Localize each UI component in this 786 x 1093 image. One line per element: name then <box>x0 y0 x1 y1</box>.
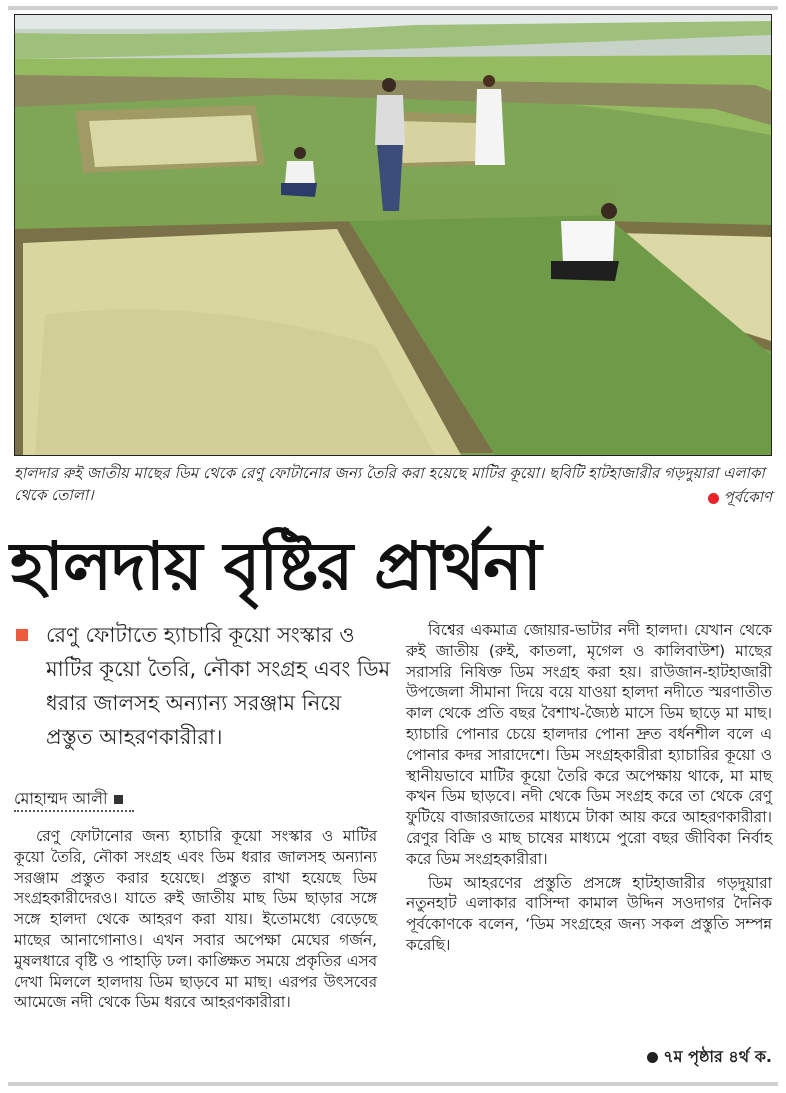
paragraph: রেণু ফোটানোর জন্য হ্যাচারি কূয়ো সংস্কার ও মাটির কূয়ো তৈরি, নৌকা সংগ্রহ এবং ডিম ধরার জালসহ অন্যান্য সরঞ্জাম প্রস্তুত করার হয়েছে। প্রস্তুত রাখা হয়েছে ডিম সংগ্রহকারীদেরও। যাতে রুই জাতীয় মাছ ডিম ছাড়ার সঙ্গে সঙ্গে হালদা থেকে আহরণ করা যায়। ইতোমধ্যে বেড়েছে মাছের আনাগোনাও। এখন সবার অপেক্ষা মেঘের গর্জন, মুষলধারে বৃষ্টি ও পাহাড়ি ঢল। কাঙ্ক্ষিত সময়ে প্রকৃতির এসব দেখা মিললে হালদায় ডিম ছাড়বে মা মাছ। এরপর উৎসবের আমেজে নদী থেকে ডিম ধরবে আহরণকারীরা। <box>14 827 377 1012</box>
credit-dot-icon <box>708 493 719 504</box>
byline <box>14 786 123 813</box>
headline: হালদায় বৃষ্টির প্রার্থনা <box>10 527 541 605</box>
paragraph: ডিম আহরণের প্রস্তুতি প্রসঙ্গে হাটহাজারীর গড়দুয়ারা নতুনহাট এলাকার বাসিন্দা কামাল উদ্দিন সওদাগর দৈনিক পূর্বকোণকে বলেন, ‘ডিম সংগ্রহের জন্য সকল প্রস্তুতি সম্পন্ন করেছি। <box>406 873 772 954</box>
photo-caption <box>14 462 772 506</box>
bottom-rule <box>8 1082 778 1086</box>
deck-text: রেণু ফোটাতে হ্যাচারি কূয়ো সংস্কার ও মাটির কূয়ো তৈরি, নৌকা সংগ্রহ এবং ডিম ধরার জালসহ অন্যান্য সরঞ্জাম নিয়ে প্রস্তুত আহরণকারীরা। <box>46 623 391 749</box>
photo-credit <box>708 486 772 511</box>
caption-text: হালদার রুই জাতীয় মাছের ডিম থেকে রেণু ফোটানোর জন্য তৈরি করা হয়েছে মাটির কূয়ো। ছবিটি হাটহাজারীর গড়দুয়ারা এলাকা থেকে তোলা। <box>14 464 765 504</box>
continuation-note <box>647 1044 772 1071</box>
article-column-2 <box>406 620 772 956</box>
top-rule <box>8 6 778 10</box>
paragraph: বিশ্বের একমাত্র জোয়ার-ভাটার নদী হালদা। যেখান থেকে রুই জাতীয় (রুই, কাতলা, মৃগেল ও কালিবাউশ) মাছের সরাসরি নিষিক্ত ডিম সংগ্রহ করা হয়। রাউজান-হাটহাজারী উপজেলা সীমানা দিয়ে বয়ে যাওয়া হালদা নদীতে স্মরণাতীত কাল থেকে প্রতি বছর বৈশাখ-জ্যৈষ্ঠ মাসে ডিম ছাড়ে মা মাছ। হ্যাচারি পোনার চেয়ে হালদার পোনা দ্রুত বর্ধনশীল বলে এ পোনার কদর সারাদেশে। ডিম সংগ্রহকারীরা হ্যাচারির কূয়ো ও স্থানীয়ভাবে মাটির কূয়ো তৈরি করে অপেক্ষায় থাকে, মা মাছ কখন ডিম ছাড়বে। নদী থেকে ডিম সংগ্রহ করে তা থেকে রেণু ফুটিয়ে বাজারজাতের মাধ্যমে টাকা আয় করে আহরণকারীরা। রেণুর বিক্রি ও মাছ চাষের মাধ্যমে পুরো বছর জীবিকা নির্বাহ করে ডিম সংগ্রহকারীরা। <box>406 621 772 868</box>
byline-name: মোহাম্মদ আলী <box>14 789 108 808</box>
bullet-dot-icon <box>647 1052 658 1063</box>
deck <box>14 618 394 754</box>
article-column-1 <box>14 826 377 1013</box>
square-icon <box>114 795 123 804</box>
square-bullet-icon <box>16 629 28 641</box>
credit-label: পূর্বকোণ <box>723 488 772 506</box>
continuation-text: ৭ম পৃষ্ঠার ৪র্থ ক. <box>663 1047 772 1066</box>
dotted-divider <box>14 810 134 812</box>
news-photo <box>14 14 772 456</box>
